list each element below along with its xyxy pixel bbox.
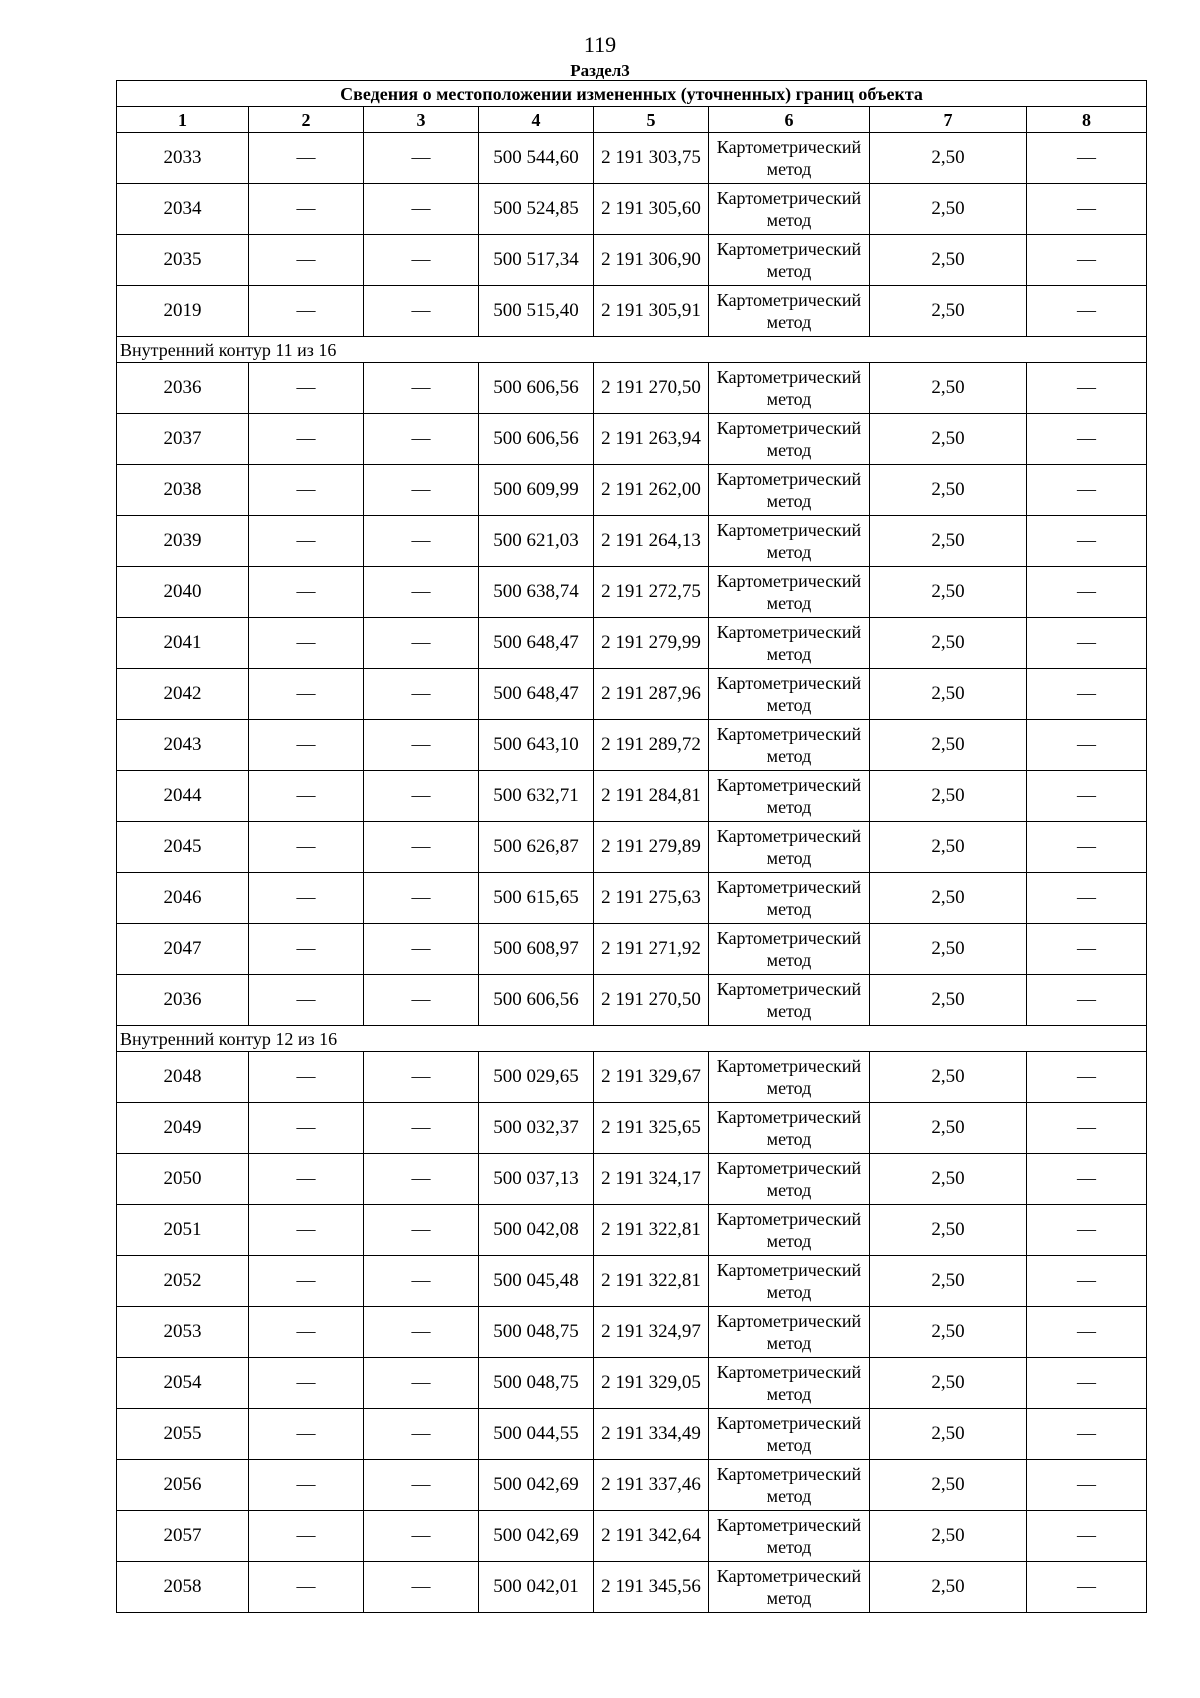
column-8-cell: — (1027, 516, 1147, 567)
column-3-cell: — (364, 1511, 479, 1562)
column-8-cell: — (1027, 771, 1147, 822)
column-3-cell: — (364, 286, 479, 337)
column-number-4: 4 (479, 107, 594, 133)
accuracy-cell: 2,50 (870, 516, 1027, 567)
column-3-cell: — (364, 567, 479, 618)
x-coordinate-cell: 500 626,87 (479, 822, 594, 873)
x-coordinate-cell: 500 517,34 (479, 235, 594, 286)
y-coordinate-cell: 2 191 287,96 (594, 669, 709, 720)
column-2-cell: — (249, 567, 364, 618)
table-row (117, 720, 1147, 771)
method-cell: Картометрический метод (709, 618, 870, 669)
point-number-cell: 2041 (117, 618, 249, 669)
method-cell: Картометрический метод (709, 516, 870, 567)
y-coordinate-cell: 2 191 279,99 (594, 618, 709, 669)
point-number-cell: 2043 (117, 720, 249, 771)
table-row (117, 133, 1147, 184)
column-2-cell: — (249, 669, 364, 720)
method-cell: Картометрический метод (709, 873, 870, 924)
accuracy-cell: 2,50 (870, 1358, 1027, 1409)
x-coordinate-cell: 500 643,10 (479, 720, 594, 771)
column-2-cell: — (249, 1256, 364, 1307)
column-3-cell: — (364, 1307, 479, 1358)
y-coordinate-cell: 2 191 324,17 (594, 1154, 709, 1205)
column-number-5: 5 (594, 107, 709, 133)
accuracy-cell: 2,50 (870, 618, 1027, 669)
accuracy-cell: 2,50 (870, 720, 1027, 771)
table-row (117, 286, 1147, 337)
accuracy-cell: 2,50 (870, 1256, 1027, 1307)
column-2-cell: — (249, 1205, 364, 1256)
table-row (117, 1052, 1147, 1103)
column-8-cell: — (1027, 669, 1147, 720)
point-number-cell: 2033 (117, 133, 249, 184)
y-coordinate-cell: 2 191 279,89 (594, 822, 709, 873)
column-8-cell: — (1027, 975, 1147, 1026)
table-row (117, 567, 1147, 618)
method-cell: Картометрический метод (709, 975, 870, 1026)
x-coordinate-cell: 500 608,97 (479, 924, 594, 975)
column-3-cell: — (364, 1460, 479, 1511)
y-coordinate-cell: 2 191 342,64 (594, 1511, 709, 1562)
point-number-cell: 2057 (117, 1511, 249, 1562)
method-cell: Картометрический метод (709, 1358, 870, 1409)
table-row (117, 235, 1147, 286)
method-cell: Картометрический метод (709, 414, 870, 465)
table-row (117, 465, 1147, 516)
x-coordinate-cell: 500 524,85 (479, 184, 594, 235)
method-cell: Картометрический метод (709, 567, 870, 618)
method-cell: Картометрический метод (709, 1052, 870, 1103)
x-coordinate-cell: 500 042,69 (479, 1460, 594, 1511)
section-title: Раздел3 (570, 61, 630, 80)
accuracy-cell: 2,50 (870, 1103, 1027, 1154)
accuracy-cell: 2,50 (870, 567, 1027, 618)
point-number-cell: 2053 (117, 1307, 249, 1358)
column-2-cell: — (249, 184, 364, 235)
accuracy-cell: 2,50 (870, 1511, 1027, 1562)
column-2-cell: — (249, 618, 364, 669)
contour-label: Внутренний контур 12 из 16 (117, 1026, 1147, 1052)
point-number-cell: 2052 (117, 1256, 249, 1307)
point-number-cell: 2034 (117, 184, 249, 235)
accuracy-cell: 2,50 (870, 669, 1027, 720)
table-row (117, 975, 1147, 1026)
table-row (117, 771, 1147, 822)
column-3-cell: — (364, 1256, 479, 1307)
column-8-cell: — (1027, 720, 1147, 771)
column-number-8: 8 (1027, 107, 1147, 133)
y-coordinate-cell: 2 191 305,91 (594, 286, 709, 337)
accuracy-cell: 2,50 (870, 1052, 1027, 1103)
column-2-cell: — (249, 1511, 364, 1562)
x-coordinate-cell: 500 648,47 (479, 669, 594, 720)
method-cell: Картометрический метод (709, 363, 870, 414)
method-cell: Картометрический метод (709, 235, 870, 286)
column-2-cell: — (249, 1358, 364, 1409)
table-row (117, 363, 1147, 414)
method-cell: Картометрический метод (709, 924, 870, 975)
contour-label: Внутренний контур 11 из 16 (117, 337, 1147, 363)
accuracy-cell: 2,50 (870, 1562, 1027, 1613)
column-3-cell: — (364, 184, 479, 235)
column-3-cell: — (364, 1409, 479, 1460)
column-3-cell: — (364, 1052, 479, 1103)
method-cell: Картометрический метод (709, 1205, 870, 1256)
x-coordinate-cell: 500 621,03 (479, 516, 594, 567)
column-8-cell: — (1027, 235, 1147, 286)
y-coordinate-cell: 2 191 322,81 (594, 1205, 709, 1256)
point-number-cell: 2058 (117, 1562, 249, 1613)
y-coordinate-cell: 2 191 270,50 (594, 363, 709, 414)
column-3-cell: — (364, 873, 479, 924)
x-coordinate-cell: 500 042,08 (479, 1205, 594, 1256)
column-3-cell: — (364, 1103, 479, 1154)
point-number-cell: 2042 (117, 669, 249, 720)
y-coordinate-cell: 2 191 345,56 (594, 1562, 709, 1613)
column-8-cell: — (1027, 1307, 1147, 1358)
column-3-cell: — (364, 822, 479, 873)
x-coordinate-cell: 500 515,40 (479, 286, 594, 337)
column-3-cell: — (364, 516, 479, 567)
column-3-cell: — (364, 1154, 479, 1205)
table-row (117, 1103, 1147, 1154)
column-2-cell: — (249, 771, 364, 822)
x-coordinate-cell: 500 606,56 (479, 414, 594, 465)
y-coordinate-cell: 2 191 305,60 (594, 184, 709, 235)
point-number-cell: 2036 (117, 975, 249, 1026)
table-row (117, 822, 1147, 873)
column-3-cell: — (364, 1205, 479, 1256)
point-number-cell: 2051 (117, 1205, 249, 1256)
method-cell: Картометрический метод (709, 669, 870, 720)
accuracy-cell: 2,50 (870, 873, 1027, 924)
column-2-cell: — (249, 1103, 364, 1154)
accuracy-cell: 2,50 (870, 1307, 1027, 1358)
column-3-cell: — (364, 618, 479, 669)
table-row (117, 618, 1147, 669)
method-cell: Картометрический метод (709, 1511, 870, 1562)
method-cell: Картометрический метод (709, 465, 870, 516)
y-coordinate-cell: 2 191 324,97 (594, 1307, 709, 1358)
column-2-cell: — (249, 1052, 364, 1103)
method-cell: Картометрический метод (709, 1409, 870, 1460)
column-2-cell: — (249, 465, 364, 516)
point-number-cell: 2045 (117, 822, 249, 873)
column-2-cell: — (249, 286, 364, 337)
y-coordinate-cell: 2 191 270,50 (594, 975, 709, 1026)
table-row (117, 1205, 1147, 1256)
x-coordinate-cell: 500 029,65 (479, 1052, 594, 1103)
column-8-cell: — (1027, 822, 1147, 873)
accuracy-cell: 2,50 (870, 822, 1027, 873)
y-coordinate-cell: 2 191 262,00 (594, 465, 709, 516)
x-coordinate-cell: 500 042,69 (479, 1511, 594, 1562)
point-number-cell: 2037 (117, 414, 249, 465)
column-3-cell: — (364, 465, 479, 516)
method-cell: Картометрический метод (709, 1562, 870, 1613)
column-3-cell: — (364, 235, 479, 286)
accuracy-cell: 2,50 (870, 465, 1027, 516)
x-coordinate-cell: 500 045,48 (479, 1256, 594, 1307)
table-caption-row (117, 81, 1147, 107)
column-3-cell: — (364, 669, 479, 720)
point-number-cell: 2055 (117, 1409, 249, 1460)
column-8-cell: — (1027, 1562, 1147, 1613)
page-number: 119 (583, 32, 617, 57)
x-coordinate-cell: 500 048,75 (479, 1358, 594, 1409)
x-coordinate-cell: 500 037,13 (479, 1154, 594, 1205)
y-coordinate-cell: 2 191 264,13 (594, 516, 709, 567)
column-8-cell: — (1027, 363, 1147, 414)
accuracy-cell: 2,50 (870, 184, 1027, 235)
method-cell: Картометрический метод (709, 184, 870, 235)
column-8-cell: — (1027, 465, 1147, 516)
method-cell: Картометрический метод (709, 822, 870, 873)
table-row (117, 1562, 1147, 1613)
y-coordinate-cell: 2 191 289,72 (594, 720, 709, 771)
x-coordinate-cell: 500 609,99 (479, 465, 594, 516)
column-2-cell: — (249, 924, 364, 975)
column-8-cell: — (1027, 133, 1147, 184)
y-coordinate-cell: 2 191 329,67 (594, 1052, 709, 1103)
column-2-cell: — (249, 1409, 364, 1460)
column-number-row (117, 107, 1147, 133)
column-8-cell: — (1027, 618, 1147, 669)
method-cell: Картометрический метод (709, 1103, 870, 1154)
accuracy-cell: 2,50 (870, 133, 1027, 184)
column-2-cell: — (249, 1154, 364, 1205)
table-caption: Сведения о местоположении измененных (уточненных) границ объекта (117, 81, 1147, 107)
x-coordinate-cell: 500 048,75 (479, 1307, 594, 1358)
column-3-cell: — (364, 363, 479, 414)
x-coordinate-cell: 500 648,47 (479, 618, 594, 669)
accuracy-cell: 2,50 (870, 1409, 1027, 1460)
x-coordinate-cell: 500 632,71 (479, 771, 594, 822)
point-number-cell: 2019 (117, 286, 249, 337)
y-coordinate-cell: 2 191 306,90 (594, 235, 709, 286)
column-8-cell: — (1027, 924, 1147, 975)
point-number-cell: 2046 (117, 873, 249, 924)
column-3-cell: — (364, 133, 479, 184)
point-number-cell: 2050 (117, 1154, 249, 1205)
table-row (117, 1154, 1147, 1205)
point-number-cell: 2054 (117, 1358, 249, 1409)
accuracy-cell: 2,50 (870, 771, 1027, 822)
column-3-cell: — (364, 720, 479, 771)
method-cell: Картометрический метод (709, 1154, 870, 1205)
column-3-cell: — (364, 924, 479, 975)
column-2-cell: — (249, 822, 364, 873)
accuracy-cell: 2,50 (870, 363, 1027, 414)
accuracy-cell: 2,50 (870, 1205, 1027, 1256)
table-row (117, 1307, 1147, 1358)
column-number-6: 6 (709, 107, 870, 133)
accuracy-cell: 2,50 (870, 235, 1027, 286)
column-2-cell: — (249, 235, 364, 286)
x-coordinate-cell: 500 615,65 (479, 873, 594, 924)
y-coordinate-cell: 2 191 263,94 (594, 414, 709, 465)
y-coordinate-cell: 2 191 284,81 (594, 771, 709, 822)
column-number-3: 3 (364, 107, 479, 133)
column-2-cell: — (249, 975, 364, 1026)
y-coordinate-cell: 2 191 329,05 (594, 1358, 709, 1409)
table-row (117, 1460, 1147, 1511)
column-number-7: 7 (870, 107, 1027, 133)
accuracy-cell: 2,50 (870, 1460, 1027, 1511)
x-coordinate-cell: 500 544,60 (479, 133, 594, 184)
column-8-cell: — (1027, 567, 1147, 618)
point-number-cell: 2035 (117, 235, 249, 286)
table-row (117, 1358, 1147, 1409)
point-number-cell: 2049 (117, 1103, 249, 1154)
point-number-cell: 2056 (117, 1460, 249, 1511)
x-coordinate-cell: 500 032,37 (479, 1103, 594, 1154)
point-number-cell: 2048 (117, 1052, 249, 1103)
x-coordinate-cell: 500 044,55 (479, 1409, 594, 1460)
contour-header-row (117, 337, 1147, 363)
table-row (117, 414, 1147, 465)
column-2-cell: — (249, 516, 364, 567)
table-row (117, 184, 1147, 235)
column-8-cell: — (1027, 1460, 1147, 1511)
method-cell: Картометрический метод (709, 1256, 870, 1307)
method-cell: Картометрический метод (709, 286, 870, 337)
x-coordinate-cell: 500 042,01 (479, 1562, 594, 1613)
column-number-1: 1 (117, 107, 249, 133)
accuracy-cell: 2,50 (870, 414, 1027, 465)
column-8-cell: — (1027, 873, 1147, 924)
accuracy-cell: 2,50 (870, 1154, 1027, 1205)
column-3-cell: — (364, 1358, 479, 1409)
accuracy-cell: 2,50 (870, 975, 1027, 1026)
column-8-cell: — (1027, 184, 1147, 235)
column-2-cell: — (249, 1562, 364, 1613)
y-coordinate-cell: 2 191 325,65 (594, 1103, 709, 1154)
x-coordinate-cell: 500 606,56 (479, 363, 594, 414)
method-cell: Картометрический метод (709, 1460, 870, 1511)
column-2-cell: — (249, 720, 364, 771)
y-coordinate-cell: 2 191 272,75 (594, 567, 709, 618)
column-2-cell: — (249, 873, 364, 924)
column-8-cell: — (1027, 414, 1147, 465)
table-row (117, 1256, 1147, 1307)
column-8-cell: — (1027, 1511, 1147, 1562)
point-number-cell: 2038 (117, 465, 249, 516)
method-cell: Картометрический метод (709, 133, 870, 184)
table-row (117, 516, 1147, 567)
y-coordinate-cell: 2 191 275,63 (594, 873, 709, 924)
table-row (117, 1511, 1147, 1562)
method-cell: Картометрический метод (709, 1307, 870, 1358)
point-number-cell: 2047 (117, 924, 249, 975)
contour-header-row (117, 1026, 1147, 1052)
column-8-cell: — (1027, 286, 1147, 337)
point-number-cell: 2039 (117, 516, 249, 567)
boundary-coordinates-table (116, 80, 1147, 1613)
y-coordinate-cell: 2 191 322,81 (594, 1256, 709, 1307)
column-number-2: 2 (249, 107, 364, 133)
method-cell: Картометрический метод (709, 771, 870, 822)
column-8-cell: — (1027, 1358, 1147, 1409)
y-coordinate-cell: 2 191 337,46 (594, 1460, 709, 1511)
table-row (117, 924, 1147, 975)
x-coordinate-cell: 500 606,56 (479, 975, 594, 1026)
point-number-cell: 2036 (117, 363, 249, 414)
column-3-cell: — (364, 1562, 479, 1613)
column-3-cell: — (364, 414, 479, 465)
column-2-cell: — (249, 1307, 364, 1358)
y-coordinate-cell: 2 191 303,75 (594, 133, 709, 184)
column-2-cell: — (249, 414, 364, 465)
column-2-cell: — (249, 363, 364, 414)
table-row (117, 873, 1147, 924)
table-row (117, 1409, 1147, 1460)
column-2-cell: — (249, 133, 364, 184)
column-3-cell: — (364, 975, 479, 1026)
table-row (117, 669, 1147, 720)
x-coordinate-cell: 500 638,74 (479, 567, 594, 618)
point-number-cell: 2044 (117, 771, 249, 822)
accuracy-cell: 2,50 (870, 286, 1027, 337)
y-coordinate-cell: 2 191 271,92 (594, 924, 709, 975)
column-8-cell: — (1027, 1256, 1147, 1307)
method-cell: Картометрический метод (709, 720, 870, 771)
column-8-cell: — (1027, 1052, 1147, 1103)
column-8-cell: — (1027, 1103, 1147, 1154)
column-3-cell: — (364, 771, 479, 822)
column-8-cell: — (1027, 1205, 1147, 1256)
column-8-cell: — (1027, 1409, 1147, 1460)
y-coordinate-cell: 2 191 334,49 (594, 1409, 709, 1460)
point-number-cell: 2040 (117, 567, 249, 618)
column-8-cell: — (1027, 1154, 1147, 1205)
column-2-cell: — (249, 1460, 364, 1511)
accuracy-cell: 2,50 (870, 924, 1027, 975)
